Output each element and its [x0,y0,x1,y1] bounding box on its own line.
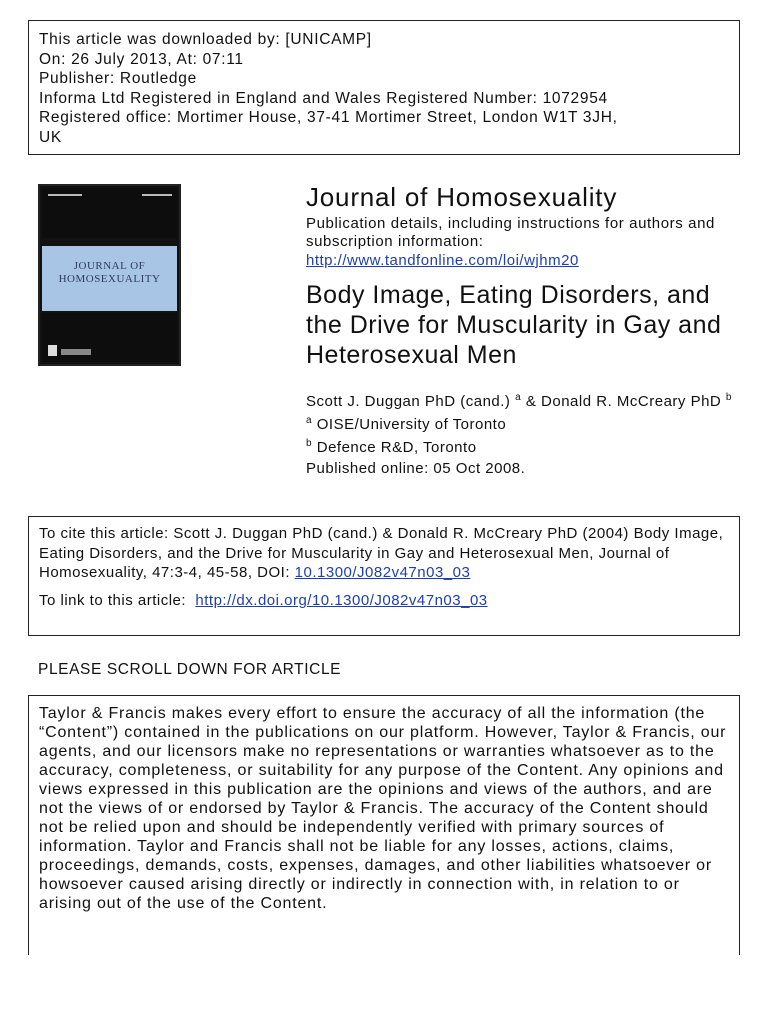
download-line: UK [39,128,62,146]
article-title: Body Image, Eating Disorders, and the Drive for Muscularity in Gay and Heterosexual Men [306,281,722,369]
citation-text: To cite this article: Scott J. Duggan PhD (cand.) & Donald R. McCreary PhD (2004) Body Image, Eating Disorders, and the Drive for Muscularity in Gay and Heterosexual Men, Journal of Homosexuality, 47:3-4, 45-58, DOI: 10.1300/J082v47n03_03 [39,525,724,581]
download-line: Publisher: Routledge [39,70,197,87]
doi-link[interactable]: 10.1300/J082v47n03_03 [294,564,471,581]
author-name: Donald R. McCreary PhD [541,392,722,410]
journal-info [306,182,746,478]
scroll-notice: PLEASE SCROLL DOWN FOR ARTICLE [38,661,342,678]
article-doi-url-link[interactable]: http://dx.doi.org/10.1300/J082v47n03_03 [195,591,488,609]
publisher-logo-icon [48,345,57,356]
download-notice-box [28,20,740,155]
article-link-row [39,591,729,611]
affiliation-b: $^b$ Defence R&D, Toronto [306,437,477,456]
link-label: To link to this article: [39,591,187,609]
download-line: Registered office: Mortimer House, 37-41 Mortimer Street, London W1T 3JH, [39,109,618,126]
author-name: Scott J. Duggan PhD (cand.) [306,392,511,410]
journal-cover-image [38,184,181,366]
download-line: Informa Ltd Registered in England and Wales Registered Number: 1072954 [39,89,608,107]
publication-details: Publication details, including instructions for authors and subscription information: [306,215,715,250]
cover-top-band [42,188,177,238]
disclaimer-box [28,695,740,955]
cover-title-band [42,246,177,311]
citation-box [28,516,740,636]
cover-title: JOURNAL OF HOMOSEXUALITY [58,260,161,285]
citation-label: To cite this article: [39,525,169,542]
published-date: Published online: 05 Oct 2008. [306,459,526,477]
journal-title: Journal of Homosexuality [306,182,618,212]
affiliation-mark: b [725,391,732,403]
authors: Scott J. Duggan PhD (cand.) $^a$ & Donald R. McCreary PhD $^b$ [306,391,732,410]
affiliation-mark: a [515,391,522,403]
journal-url-link[interactable]: http://www.tandfonline.com/loi/wjhm20 [306,252,579,269]
affiliation-a: $^a$ OISE/University of Toronto [306,414,507,433]
disclaimer-text: Taylor & Francis makes every effort to ensure the accuracy of all the information (the “Content”) contained in the publications on our platform. However, Taylor & Francis, our agents, and our licensors make no representations or warranties whatsoever as to the accuracy, completeness, or suitability for any purpose of the Content. Any opinions and views expressed in this publication are the opinions and views of the authors, and are not the views of or endorsed by Taylor & Francis. The accuracy of the Content should not be relied upon and should be independently verified with primary sources of information. Taylor and Francis shall not be liable for any losses, actions, claims, proceedings, demands, costs, expenses, damages, and other liabilities whatsoever or howsoever caused arising directly or indirectly in connection with, in relation to or arising out of the use of the Content. [39,705,727,912]
download-line: On: 26 July 2013, At: 07:11 [39,50,244,68]
cover-bottom-band [42,313,177,362]
download-line: This article was downloaded by: [UNICAMP] [39,31,372,48]
